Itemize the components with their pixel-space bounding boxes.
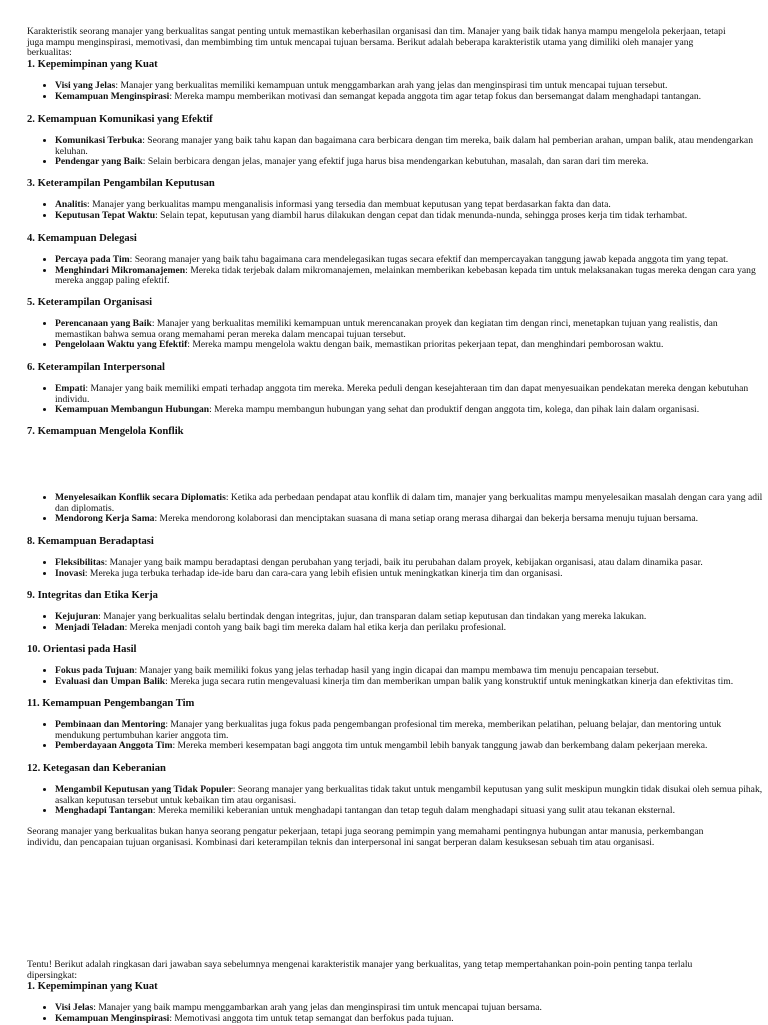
bullet-list	[27, 81, 765, 103]
list-item	[55, 741, 765, 752]
item-text: : Manajer yang baik memiliki empati terhadap anggota tim mereka. Mereka peduli dengan kesejahteraan tim dan dapat menyesuaikan pendekatan mereka dengan kebutuhan individu.	[55, 383, 749, 405]
item-term: Menyelesaikan Konflik secara Diplomatis	[55, 492, 226, 503]
bullet-list	[27, 493, 765, 525]
item-term: Empati	[55, 383, 86, 394]
list-item	[55, 405, 765, 416]
item-text: : Seorang manajer yang baik tahu bagaimana cara mendelegasikan tugas secara efektif dan mempercayakan tanggung jawab kepada anggota tim yang tepat.	[129, 254, 729, 265]
item-text: : Manajer yang baik memiliki fokus yang jelas terhadap hasil yang ingin dicapai dan mampu membawa tim menuju pencapaian tersebut.	[134, 665, 659, 676]
section-heading: 1. Kepemimpinan yang Kuat	[27, 981, 158, 992]
list-item	[55, 623, 765, 634]
item-term: Menghindari Mikromanajemen	[55, 264, 186, 276]
item-term: Mengambil Keputusan yang Tidak Populer	[55, 784, 233, 795]
list-item	[55, 211, 765, 222]
summary-intro-paragraph: Tentu! Berikut adalah ringkasan dari jawaban saya sebelumnya mengenai karakteristik manajer yang berkualitas, yang tetap mempertahankan poin-poin penting tanpa terlalu dipersingkat:	[27, 959, 693, 981]
item-term: Fleksibilitas	[55, 557, 105, 568]
list-item	[55, 92, 765, 103]
list-item	[55, 1014, 765, 1025]
item-text: : Manajer yang berkualitas memiliki kemampuan untuk menggambarkan arah yang jelas dan menginspirasi tim untuk mencapai tujuan tersebut.	[115, 80, 668, 91]
section-heading: 11. Kemampuan Pengembangan Tim	[27, 698, 195, 709]
section-heading: 1. Kepemimpinan yang Kuat	[27, 59, 158, 70]
item-term: Inovasi	[55, 567, 85, 579]
list-item	[55, 569, 765, 580]
item-term: Analitis	[55, 199, 87, 210]
item-term: Kemampuan Menginspirasi	[55, 1012, 170, 1024]
item-term: Menghadapi Tantangan	[55, 805, 153, 817]
item-text: : Memotivasi anggota tim untuk tetap semangat dan berfokus pada tujuan.	[169, 1012, 454, 1024]
item-text: : Selain tepat, keputusan yang diambil harus dilakukan dengan cepat dan tidak menunda-nunda, sehingga proses kerja tim tidak terhambat.	[155, 209, 688, 221]
item-text: : Manajer yang berkualitas juga fokus pada pengembangan profesional tim mereka, memberikan pelatihan, peluang belajar, dan mentoring untuk mendukung pertumbuhan karier anggota tim.	[55, 719, 722, 741]
item-text: : Mereka tidak terjebak dalam mikromanajemen, melainkan memberikan kebebasan kepada tim untuk melaksanakan tugas mereka dengan cara yang mereka anggap paling efektif.	[55, 264, 756, 287]
section-heading: 4. Kemampuan Delegasi	[27, 233, 137, 244]
item-term: Pemberdayaan Anggota Tim	[55, 740, 173, 752]
item-text: : Seorang manajer yang berkualitas tidak takut untuk mengambil keputusan yang sulit meskipun mungkin tidak disukai oleh semua pihak, asalkan keputusan tersebut untuk kebaikan tim atau organisasi.	[55, 784, 763, 806]
item-text: : Manajer yang berkualitas memiliki kemampuan untuk merencanakan proyek dan kegiatan tim dengan rinci, menetapkan tujuan yang realistis, dan memastikan bahwa semua orang memahami peran mereka dalam mencapai tujuan tersebut.	[55, 318, 718, 340]
section-heading: 9. Integritas dan Etika Kerja	[27, 590, 158, 601]
item-term: Pembinaan dan Mentoring	[55, 719, 166, 730]
bullet-list	[27, 1003, 765, 1025]
bullet-list	[27, 612, 765, 634]
item-term: Evaluasi dan Umpan Balik	[55, 675, 166, 687]
list-item	[55, 677, 765, 688]
item-term: Kemampuan Membangun Hubungan	[55, 404, 210, 416]
list-item	[55, 514, 765, 525]
section-heading: 12. Ketegasan dan Keberanian	[27, 763, 166, 774]
item-text: : Mereka mendorong kolaborasi dan menciptakan suasana di mana setiap orang merasa dihargai dan bekerja bersama menuju tujuan bersama.	[154, 513, 699, 525]
bullet-list	[27, 666, 765, 688]
item-term: Fokus pada Tujuan	[55, 665, 135, 676]
list-item	[55, 266, 765, 287]
section-heading: 6. Keterampilan Interpersonal	[27, 362, 165, 373]
item-text: : Mereka memiliki keberanian untuk menghadapi tantangan dan tetap teguh dalam menghadapi situasi yang sulit atau tekanan eksternal.	[152, 805, 676, 817]
list-item	[55, 340, 765, 351]
item-term: Percaya pada Tim	[55, 254, 130, 265]
item-text: : Mereka juga terbuka terhadap ide-ide baru dan cara-cara yang lebih efisien untuk meningkatkan kinerja tim dan organisasi.	[84, 567, 563, 579]
item-text: : Mereka menjadi contoh yang baik bagi tim mereka dalam hal etika kerja dan perilaku profesional.	[124, 621, 507, 633]
item-text: : Mereka mampu mengelola waktu dengan baik, memastikan prioritas pekerjaan tepat, dan menghindari pemborosan waktu.	[187, 339, 664, 351]
bullet-list	[27, 136, 765, 168]
list-item	[55, 493, 765, 514]
item-term: Visi Jelas	[55, 1002, 94, 1013]
item-text: : Manajer yang baik mampu beradaptasi dengan perubahan yang terjadi, baik itu perubahan dalam proyek, kebijakan organisasi, atau dalam dinamika pasar.	[104, 557, 703, 568]
section-heading: 8. Kemampuan Beradaptasi	[27, 536, 154, 547]
bullet-list	[27, 200, 765, 222]
section-heading: 2. Kemampuan Komunikasi yang Efektif	[27, 114, 213, 125]
section-heading: 10. Orientasi pada Hasil	[27, 644, 137, 655]
bullet-list	[27, 720, 765, 752]
item-term: Mendorong Kerja Sama	[55, 513, 155, 525]
item-text: : Ketika ada perbedaan pendapat atau konflik di dalam tim, manajer yang berkualitas mampu menyelesaikan masalah dengan cara yang adil dan diplomatis.	[55, 492, 763, 514]
item-term: Keputusan Tepat Waktu	[55, 209, 156, 221]
list-item	[55, 720, 765, 741]
item-text: : Manajer yang berkualitas selalu bertindak dengan integritas, jujur, dan transparan dalam setiap keputusan dan tindakan yang mereka lakukan.	[98, 611, 647, 622]
list-item	[55, 806, 765, 817]
item-term: Pengelolaan Waktu yang Efektif	[55, 339, 188, 351]
item-text: : Mereka memberi kesempatan bagi anggota tim untuk mengambil lebih banyak tanggung jawab dan berkembang dalam pekerjaan mereka.	[172, 740, 708, 752]
section-heading: 3. Keterampilan Pengambilan Keputusan	[27, 178, 215, 189]
bullet-list	[27, 384, 765, 416]
item-term: Kemampuan Menginspirasi	[55, 90, 170, 102]
item-text: : Seorang manajer yang baik tahu kapan dan bagaimana cara berbicara dengan tim mereka, baik dalam hal pemberian arahan, umpan balik, atau mendengarkan keluhan.	[55, 135, 753, 157]
item-text: : Selain berbicara dengan jelas, manajer yang efektif juga harus bisa mendengarkan kebutuhan, masalah, dan saran dari tim mereka.	[142, 156, 649, 168]
bullet-list	[27, 558, 765, 580]
item-term: Kejujuran	[55, 611, 99, 622]
intro-paragraph: Karakteristik seorang manajer yang berkualitas sangat penting untuk memastikan keberhasilan organisasi dan tim. Manajer yang baik tidak hanya mampu mengelola pekerjaan, tetapi juga mampu menginspirasi, memotivasi, dan membimbing tim untuk mencapai tujuan bersama. Berikut adalah beberapa karakteristik utama yang dimiliki oleh manajer yang berkualitas:	[27, 26, 726, 59]
item-term: Perencanaan yang Baik	[55, 318, 152, 329]
bullet-list	[27, 319, 765, 351]
list-item	[55, 319, 765, 340]
list-item	[55, 384, 765, 405]
item-term: Pendengar yang Baik	[55, 156, 143, 168]
item-text: : Mereka mampu memberikan motivasi dan semangat kepada anggota tim agar tetap fokus dan bersemangat dalam menghadapi tantangan.	[169, 90, 702, 102]
item-term: Komunikasi Terbuka	[55, 135, 143, 146]
closing-paragraph: Seorang manajer yang berkualitas bukan hanya seorang pengatur pekerjaan, tetapi juga seorang pemimpin yang memahami pentingnya hubungan antar manusia, perkembangan individu, dan pencapaian tujuan organisasi. Kombinasi dari keterampilan teknis dan interpersonal ini sangat berperan dalam kesuksesan sebuah tim atau organisasi.	[27, 826, 704, 848]
bullet-list	[27, 785, 765, 817]
section-heading: 5. Keterampilan Organisasi	[27, 297, 153, 308]
list-item	[55, 136, 765, 157]
item-text: : Mereka juga secara rutin mengevaluasi kinerja tim dan memberikan umpan balik yang konstruktif untuk meningkatkan kinerja dan efektivitas tim.	[165, 675, 734, 687]
section-heading: 7. Kemampuan Mengelola Konflik	[27, 426, 184, 437]
list-item	[55, 157, 765, 168]
item-text: : Mereka mampu membangun hubungan yang sehat dan produktif dengan anggota tim, kolega, dan pihak lain dalam organisasi.	[209, 404, 700, 416]
item-text: : Manajer yang baik mampu menggambarkan arah yang jelas dan menginspirasi tim untuk mencapai tujuan bersama.	[93, 1002, 542, 1013]
item-text: : Manajer yang berkualitas mampu menganalisis informasi yang tersedia dan membuat keputusan yang tepat berdasarkan fakta dan data.	[87, 199, 611, 210]
item-term: Menjadi Teladan	[55, 621, 125, 633]
item-term: Visi yang Jelas	[55, 80, 116, 91]
list-item	[55, 785, 765, 806]
bullet-list	[27, 255, 765, 287]
